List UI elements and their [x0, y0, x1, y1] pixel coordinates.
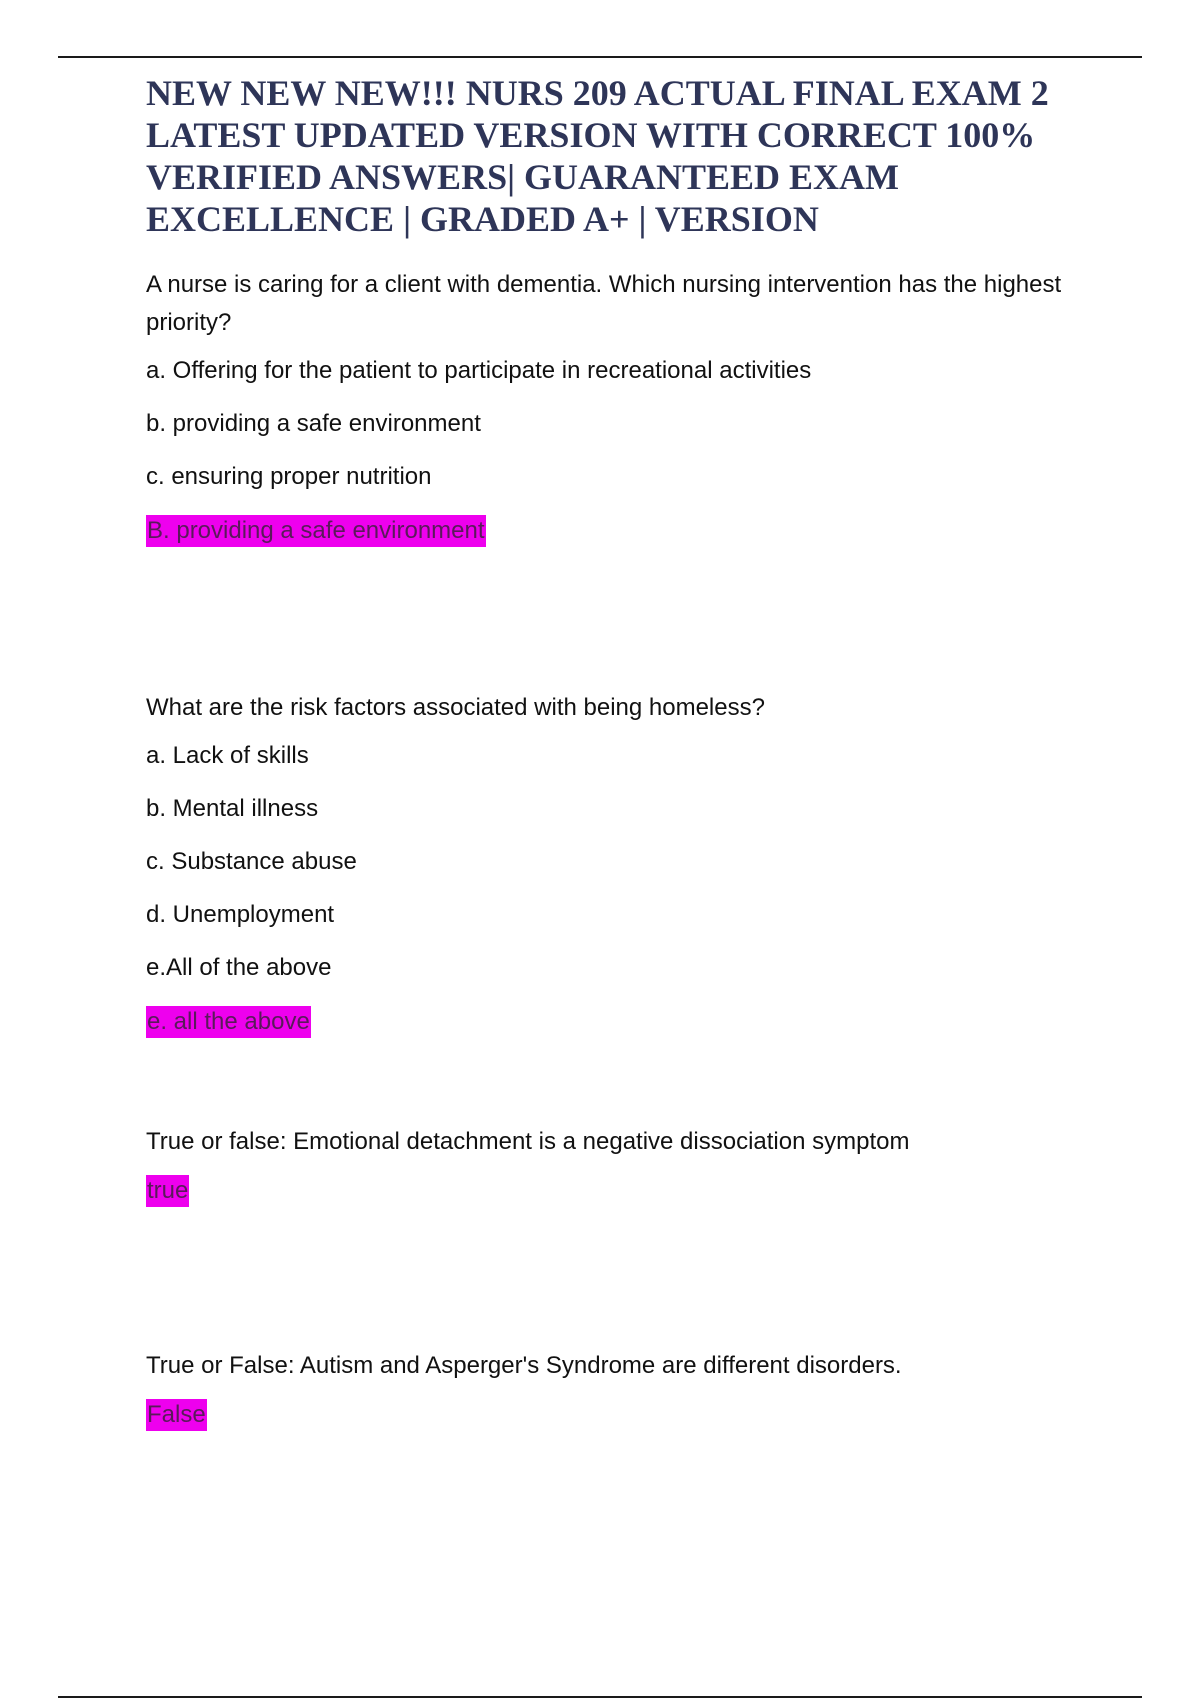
document-body	[146, 72, 1096, 1431]
question-block-2	[146, 689, 1096, 1038]
document-title: NEW NEW NEW!!! NURS 209 ACTUAL FINAL EXAM 2 LATEST UPDATED VERSION WITH CORRECT 100% VERIFIED ANSWERS| GUARANTEED EXAM EXCELLENCE | GRADED A+ | VERSION	[146, 73, 1049, 239]
highlighted-answer: true	[146, 1175, 189, 1207]
answer-option: a. Lack of skills	[146, 742, 309, 769]
spacer	[146, 547, 1096, 689]
answer-option: c. ensuring proper nutrition	[146, 463, 432, 490]
bottom-divider	[58, 1696, 1142, 1698]
answer-option: a. Offering for the patient to participate in recreational activities	[146, 357, 812, 384]
question-text: True or False: Autism and Asperger's Syndrome are different disorders.	[146, 1352, 902, 1379]
top-divider	[58, 56, 1142, 58]
question-text: A nurse is caring for a client with dementia. Which nursing intervention has the highest priority?	[146, 271, 1062, 336]
spacer	[146, 1038, 1096, 1123]
answer-option: b. Mental illness	[146, 795, 319, 822]
highlighted-answer: False	[146, 1399, 207, 1431]
question-block-3	[146, 1123, 1096, 1207]
question-block-4	[146, 1347, 1096, 1431]
answer-option: c. Substance abuse	[146, 848, 357, 875]
highlighted-answer: B. providing a safe environment	[146, 515, 486, 547]
question-text: True or false: Emotional detachment is a negative dissociation symptom	[146, 1128, 910, 1155]
answer-option: b. providing a safe environment	[146, 410, 481, 437]
answer-option: e.All of the above	[146, 954, 332, 981]
question-block-1	[146, 266, 1096, 547]
highlighted-answer: e. all the above	[146, 1006, 311, 1038]
spacer	[146, 1207, 1096, 1347]
answer-option: d. Unemployment	[146, 901, 335, 928]
question-text: What are the risk factors associated with being homeless?	[146, 694, 765, 721]
